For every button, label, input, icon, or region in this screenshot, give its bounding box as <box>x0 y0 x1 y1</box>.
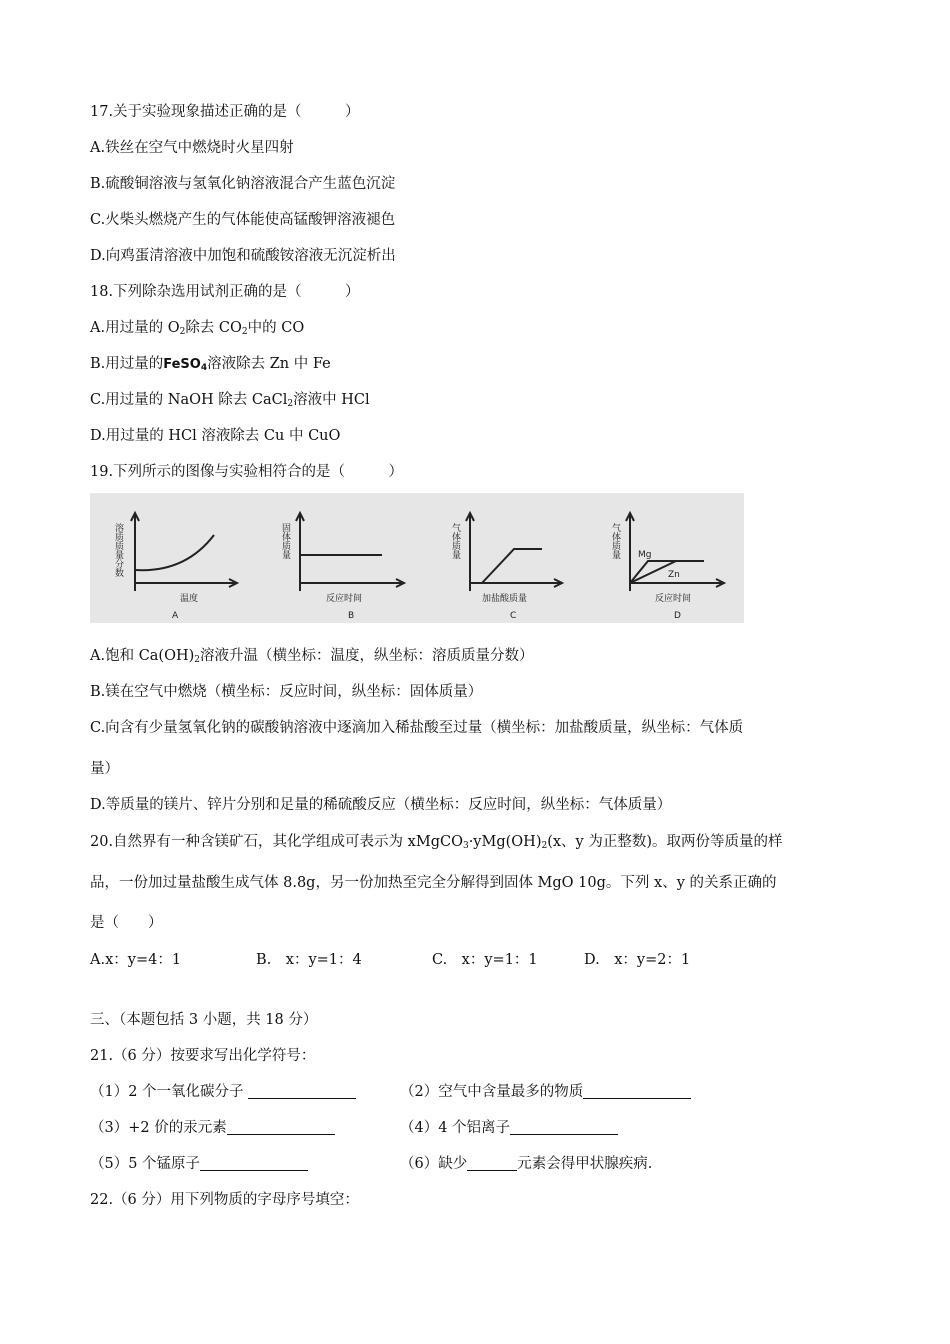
graph-d-ylabel: 气体质量 <box>610 523 620 559</box>
q19-option-c-line2: 量） <box>90 761 119 777</box>
q21-item-2: （2）空气中含量最多的物质 <box>400 1082 691 1102</box>
q19-graphs-svg <box>90 493 744 623</box>
q19-option-a: A.饱和 $Ca(OH)_2$溶液升温（横坐标：温度，纵坐标：溶质质量分数） <box>90 648 534 665</box>
graph-a-xlabel: 温度 <box>180 594 199 604</box>
q21-item-4: （4）4 个铝离子 <box>400 1118 618 1138</box>
q21-stem: 21.（6 分）按要求写出化学符号： <box>90 1048 316 1064</box>
q17-stem: 17.关于实验现象描述正确的是（ ） <box>90 104 360 120</box>
section-3-heading: 三、（本题包括 3 小题，共 18 分） <box>90 1012 318 1028</box>
q18-option-c: C.用过量的 NaOH 除去 CaCl$_2$溶液中 HCl <box>90 392 370 409</box>
q19-option-d: D.等质量的镁片、锌片分别和足量的稀硫酸反应（横坐标：反应时间，纵坐标：气体质量） <box>90 797 672 813</box>
q19-option-c-line1: C.向含有少量氢氧化钠的碳酸钠溶液中逐滴加入稀盐酸至过量（横坐标：加盐酸质量，纵坐标：气体质 <box>90 720 744 736</box>
q18-option-d: D.用过量的 HCl 溶液除去 Cu 中 CuO <box>90 428 341 444</box>
q21-item-6: （6）缺少 元素会得甲状腺疾病. <box>400 1156 653 1172</box>
graph-c-ylabel: 气体质量 <box>450 523 460 559</box>
q20-stem-line1: 20.自然界有一种含镁矿石，其化学组成可表示为 $xMgCO_3\cdot yMg(OH)_2(x$、y 为正整数)。取两份等质量的样 <box>90 834 783 851</box>
q18-option-b: B.用过量的FeSO$_4$溶液除去 Zn 中 Fe <box>90 356 331 373</box>
q22-stem: 22.（6 分）用下列物质的字母序号填空： <box>90 1192 359 1208</box>
q20-option-b: B. x：y=1：4 <box>256 952 362 968</box>
graph-b-ylabel: 固体质量 <box>280 523 290 559</box>
graph-a <box>131 513 237 591</box>
q18-option-a: A.用过量的 $O_2$除去 $CO_2$中的 CO <box>90 320 305 337</box>
graph-d-series-mg: Mg <box>638 550 652 560</box>
graph-a-label: A <box>172 611 179 621</box>
q19-graphs-figure <box>90 493 744 623</box>
q21-item-5: （5）5 个锰原子 <box>90 1154 308 1174</box>
q19-option-b: B.镁在空气中燃烧（横坐标：反应时间，纵坐标：固体质量） <box>90 684 483 700</box>
graph-b-xlabel: 反应时间 <box>326 594 363 604</box>
q21-blank-5[interactable] <box>200 1156 308 1171</box>
q17-option-d: D.向鸡蛋清溶液中加饱和硫酸铵溶液无沉淀析出 <box>90 248 396 264</box>
q21-blank-6[interactable] <box>467 1156 517 1171</box>
q21-blank-3[interactable] <box>227 1120 335 1135</box>
q21-blank-4[interactable] <box>510 1120 618 1135</box>
q21-blank-1[interactable] <box>248 1084 356 1099</box>
q21-item-1: （1）2 个一氧化碳分子 <box>90 1082 356 1102</box>
q20-option-a: A.x：y=4：1 <box>90 952 182 968</box>
graph-a-ylabel: 溶质质量分数 <box>113 523 123 577</box>
graph-d-xlabel: 反应时间 <box>655 594 692 604</box>
graph-b-label: B <box>348 611 355 621</box>
graph-c-xlabel: 加盐酸质量 <box>482 594 528 604</box>
q20-option-d: D. x：y=2：1 <box>584 952 691 968</box>
q20-stem-line2: 品，一份加过量盐酸生成气体 8.8g，另一份加热至完全分解得到固体 MgO 10g。下列 x、y 的关系正确的 <box>90 875 777 891</box>
graph-b <box>296 513 404 591</box>
graph-d-series-zn: Zn <box>668 570 680 580</box>
q19-stem: 19.下列所示的图像与实验相符合的是（ ） <box>90 464 404 480</box>
graph-d-label: D <box>674 611 681 621</box>
q20-stem-line3: 是（ ） <box>90 915 163 931</box>
q17-option-c: C.火柴头燃烧产生的气体能使高锰酸钾溶液褪色 <box>90 212 396 228</box>
q17-option-a: A.铁丝在空气中燃烧时火星四射 <box>90 140 294 156</box>
q21-blank-2[interactable] <box>583 1084 691 1099</box>
graph-c <box>466 513 562 591</box>
q17-option-b: B.硫酸铜溶液与氢氧化钠溶液混合产生蓝色沉淀 <box>90 176 396 192</box>
q21-item-3: （3）+2 价的汞元素 <box>90 1118 335 1138</box>
q20-option-c: C. x：y=1：1 <box>432 952 538 968</box>
q18-stem: 18.下列除杂选用试剂正确的是（ ） <box>90 284 360 300</box>
graph-c-label: C <box>510 611 517 621</box>
